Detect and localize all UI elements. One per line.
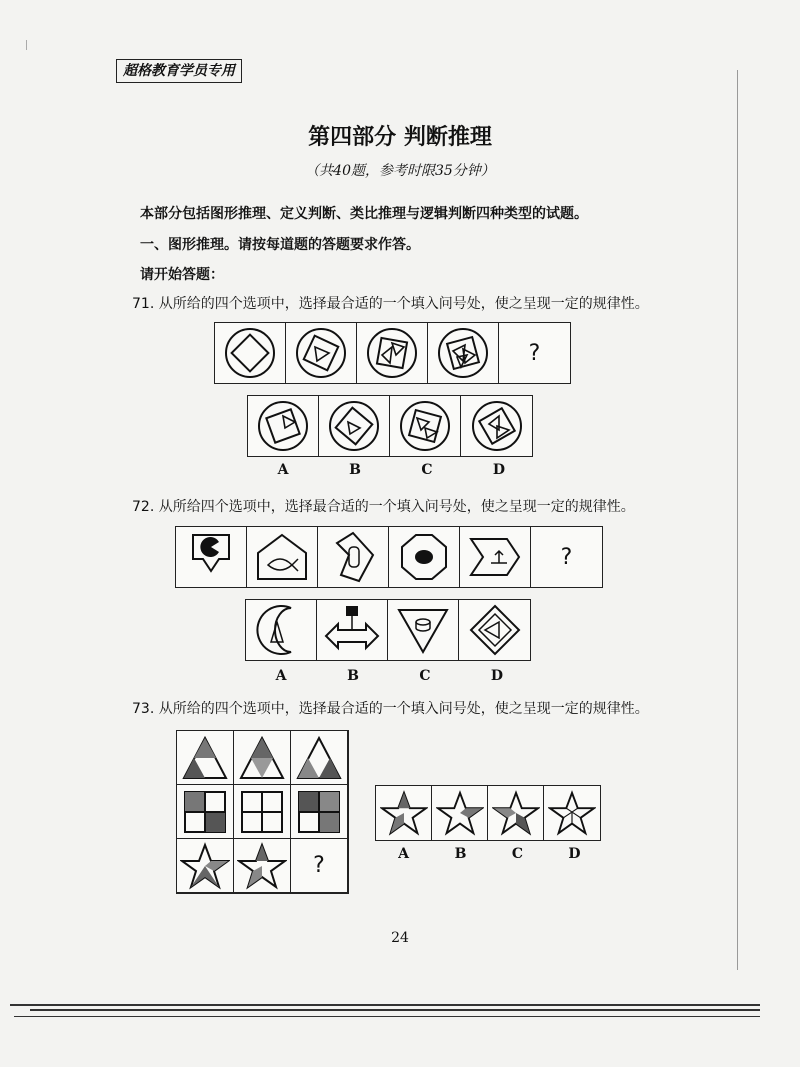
option-b-figure (324, 398, 384, 454)
q72-option-b[interactable] (317, 600, 388, 660)
q73-cell-1 (177, 731, 234, 785)
circle-square-triangle-figure (291, 325, 351, 381)
hatched-triangle-figure (180, 734, 230, 782)
q73-options-strip (375, 785, 601, 841)
double-arrow-square-figure (322, 602, 382, 658)
option-label-d: D (492, 462, 506, 478)
option-label-b: B (454, 846, 467, 862)
q71-stem-strip (214, 322, 571, 384)
intro-line-1: 本部分包括图形推理、定义判断、类比推理与逻辑判断四种类型的试题。 (140, 206, 588, 222)
q71-stem-1 (215, 323, 286, 383)
hatched-star-figure (237, 842, 287, 890)
q71-option-d[interactable] (461, 396, 532, 456)
page-mark (26, 40, 27, 50)
chevron-cylinder-figure (323, 529, 383, 585)
q72-option-d[interactable] (459, 600, 530, 660)
diamond-triangle-figure (465, 602, 525, 658)
q71-question-cell (499, 323, 570, 383)
option-label-a: A (277, 462, 289, 478)
house-fish-figure (252, 529, 312, 585)
crescent-triangle-figure (251, 602, 311, 658)
q73-cell-6 (291, 785, 348, 839)
option-a-star-figure (380, 790, 428, 836)
q73-cell-8 (234, 839, 291, 893)
q73-question-cell (291, 839, 348, 893)
plain-square-figure (237, 788, 287, 836)
question-71-text: 71. 从所给的四个选项中，选择最合适的一个填入问号处，使之呈现一定的规律性。 (132, 296, 649, 312)
arrow-pacman-figure (181, 529, 241, 585)
footer-rule-3 (14, 1016, 760, 1017)
q71-option-b[interactable] (319, 396, 390, 456)
q73-option-labels (375, 846, 603, 862)
section-title: 第四部分 判断推理 (308, 125, 492, 150)
option-label-d: D (568, 846, 581, 862)
q73-option-c[interactable] (488, 786, 544, 840)
q72-options-strip (245, 599, 531, 661)
option-a-figure (253, 398, 313, 454)
hatched-triangle-figure (294, 734, 344, 782)
q71-options-strip (247, 395, 533, 457)
q71-option-labels (247, 462, 535, 478)
q73-cell-4 (177, 785, 234, 839)
q73-option-a[interactable] (376, 786, 432, 840)
question-73-text: 73. 从所给的四个选项中，选择最合适的一个填入问号处，使之呈现一定的规律性。 (132, 701, 649, 717)
q73-option-d[interactable] (544, 786, 600, 840)
footer-rule-1 (10, 1004, 760, 1006)
option-label-d: D (490, 668, 504, 684)
footer-rule-2 (30, 1009, 760, 1011)
q71-stem-4 (428, 323, 499, 383)
option-c-star-figure (492, 790, 540, 836)
q73-cell-7 (177, 839, 234, 893)
question-mark: ? (528, 340, 541, 366)
circle-square-two-triangles-figure (362, 325, 422, 381)
q72-stem-1 (176, 527, 247, 587)
option-c-figure (395, 398, 455, 454)
option-d-star-figure (548, 790, 596, 836)
hatched-square-figure (180, 788, 230, 836)
q71-stem-3 (357, 323, 428, 383)
q72-option-c[interactable] (388, 600, 459, 660)
q72-question-cell (531, 527, 602, 587)
question-mark: ? (560, 544, 573, 570)
q73-option-b[interactable] (432, 786, 488, 840)
q72-option-labels (245, 668, 533, 684)
q71-option-c[interactable] (390, 396, 461, 456)
option-label-c: C (419, 668, 431, 684)
q73-cell-5 (234, 785, 291, 839)
intro-line-3: 请开始答题： (140, 267, 224, 283)
option-label-a: A (275, 668, 287, 684)
option-d-figure (467, 398, 527, 454)
option-label-a: A (398, 846, 409, 862)
q72-stem-3 (318, 527, 389, 587)
option-b-star-figure (436, 790, 484, 836)
page-number: 24 (391, 930, 409, 946)
hatched-star-figure (180, 842, 230, 890)
triangle-cylinder-figure (393, 602, 453, 658)
q71-stem-2 (286, 323, 357, 383)
option-label-b: B (349, 462, 361, 478)
question-mark: ? (313, 853, 325, 878)
circle-square-three-triangles-figure (433, 325, 493, 381)
q73-cell-3 (291, 731, 348, 785)
q73-stem-grid (176, 730, 349, 894)
question-72-text: 72. 从所给四个选项中，选择最合适的一个填入问号处，使之呈现一定的规律性。 (132, 499, 635, 515)
q73-cell-2 (234, 731, 291, 785)
option-label-c: C (421, 462, 433, 478)
chevron-symbol-figure (465, 529, 525, 585)
q72-stem-5 (460, 527, 531, 587)
option-label-c: C (511, 846, 524, 862)
hatched-square-figure (294, 788, 344, 836)
section-subtitle: （共40题，参考时限35分钟） (305, 163, 495, 179)
intro-line-2: 一、图形推理。请按每道题的答题要求作答。 (140, 237, 420, 253)
q72-stem-4 (389, 527, 460, 587)
q71-option-a[interactable] (248, 396, 319, 456)
hatched-triangle-figure (237, 734, 287, 782)
q72-option-a[interactable] (246, 600, 317, 660)
octagon-ellipse-figure (394, 529, 454, 585)
circle-diamond-figure (220, 325, 280, 381)
q72-stem-strip (175, 526, 603, 588)
stamp-label: 超格教育学员专用 (116, 59, 242, 83)
q72-stem-2 (247, 527, 318, 587)
page-edge-line (737, 70, 738, 970)
option-label-b: B (347, 668, 359, 684)
